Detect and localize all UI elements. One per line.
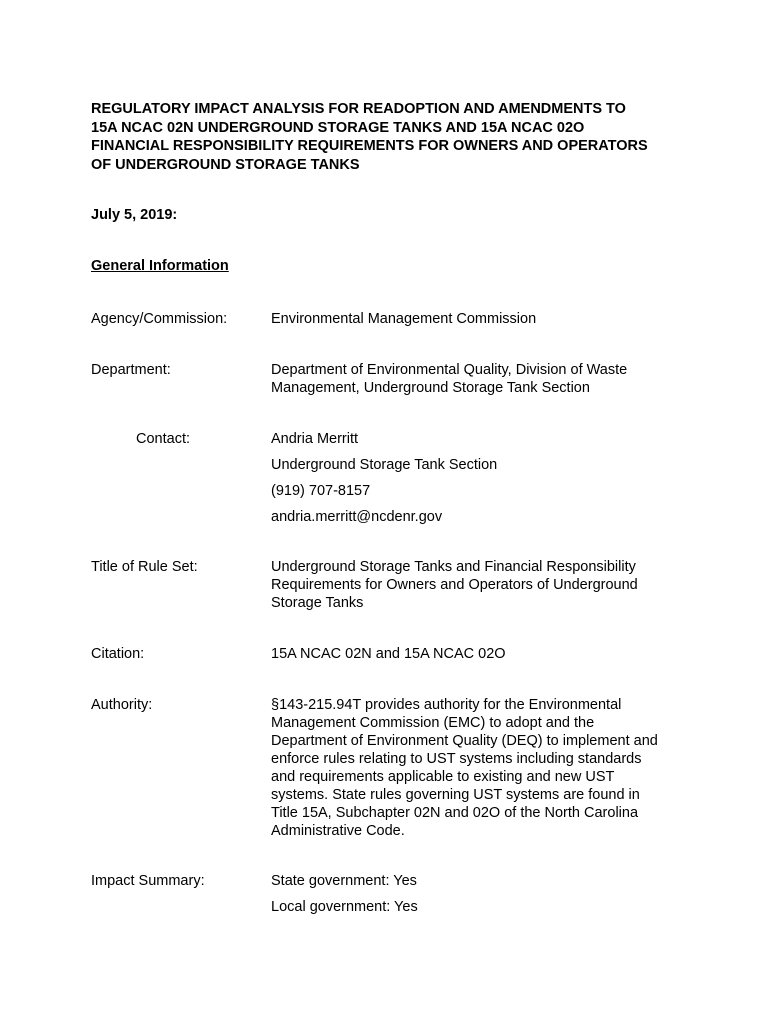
- citation-text: 15A NCAC 02N and 15A NCAC 02O: [271, 646, 506, 662]
- contact-value: [271, 430, 691, 534]
- rule-set-title-line: Underground Storage Tanks and Financial Responsibility: [271, 559, 636, 575]
- title-line: FINANCIAL RESPONSIBILITY REQUIREMENTS FOR OWNERS AND OPERATORS: [91, 138, 648, 154]
- department-value: [271, 361, 691, 397]
- impact-local-government: Local government: Yes: [271, 899, 418, 915]
- authority-line: and requirements applicable to existing and new UST: [271, 769, 615, 785]
- impact-summary-label: Impact Summary:: [91, 873, 205, 889]
- document-title: [91, 100, 691, 174]
- department-line: Management, Underground Storage Tank Section: [271, 380, 590, 396]
- rule-set-title-line: Requirements for Owners and Operators of Underground: [271, 577, 638, 593]
- title-line: OF UNDERGROUND STORAGE TANKS: [91, 156, 360, 173]
- authority-line: Department of Environment Quality (DEQ) to implement and: [271, 733, 658, 749]
- citation-value: [271, 645, 691, 663]
- rule-set-title-value: [271, 558, 691, 612]
- contact-label: Contact:: [136, 431, 190, 447]
- title-line: 15A NCAC 02N UNDERGROUND STORAGE TANKS AND 15A NCAC 02O: [91, 119, 585, 136]
- authority-line: enforce rules relating to UST systems including standards: [271, 751, 642, 767]
- authority-line: systems. State rules governing UST systems are found in: [271, 787, 640, 803]
- contact-name: Andria Merritt: [271, 431, 359, 447]
- department-label: Department:: [91, 362, 171, 378]
- contact-phone: (919) 707-8157: [271, 483, 371, 499]
- agency-label: Agency/Commission:: [91, 311, 228, 327]
- title-line: REGULATORY IMPACT ANALYSIS FOR READOPTION AND AMENDMENTS TO: [91, 101, 626, 117]
- impact-summary-value: [271, 872, 691, 924]
- authority-line: §143-215.94T provides authority for the Environmental: [271, 697, 622, 713]
- document-date: July 5, 2019:: [91, 207, 178, 223]
- authority-line: Administrative Code.: [271, 823, 405, 839]
- citation-label: Citation:: [91, 646, 145, 662]
- authority-value: [271, 696, 691, 840]
- rule-set-title-line: Storage Tanks: [271, 595, 364, 611]
- rule-set-title-label: Title of Rule Set:: [91, 559, 198, 575]
- authority-line: Management Commission (EMC) to adopt and the: [271, 715, 595, 731]
- authority-label: Authority:: [91, 697, 153, 713]
- authority-line: Title 15A, Subchapter 02N and 02O of the North Carolina: [271, 805, 639, 821]
- contact-section: Underground Storage Tank Section: [271, 457, 498, 473]
- section-heading-general-information: General Information: [91, 258, 229, 274]
- agency-value-text: Environmental Management Commission: [271, 311, 537, 327]
- department-line: Department of Environmental Quality, Division of Waste: [271, 362, 628, 378]
- agency-value: [271, 310, 691, 328]
- contact-email: andria.merritt@ncdenr.gov: [271, 509, 443, 525]
- impact-state-government: State government: Yes: [271, 873, 417, 889]
